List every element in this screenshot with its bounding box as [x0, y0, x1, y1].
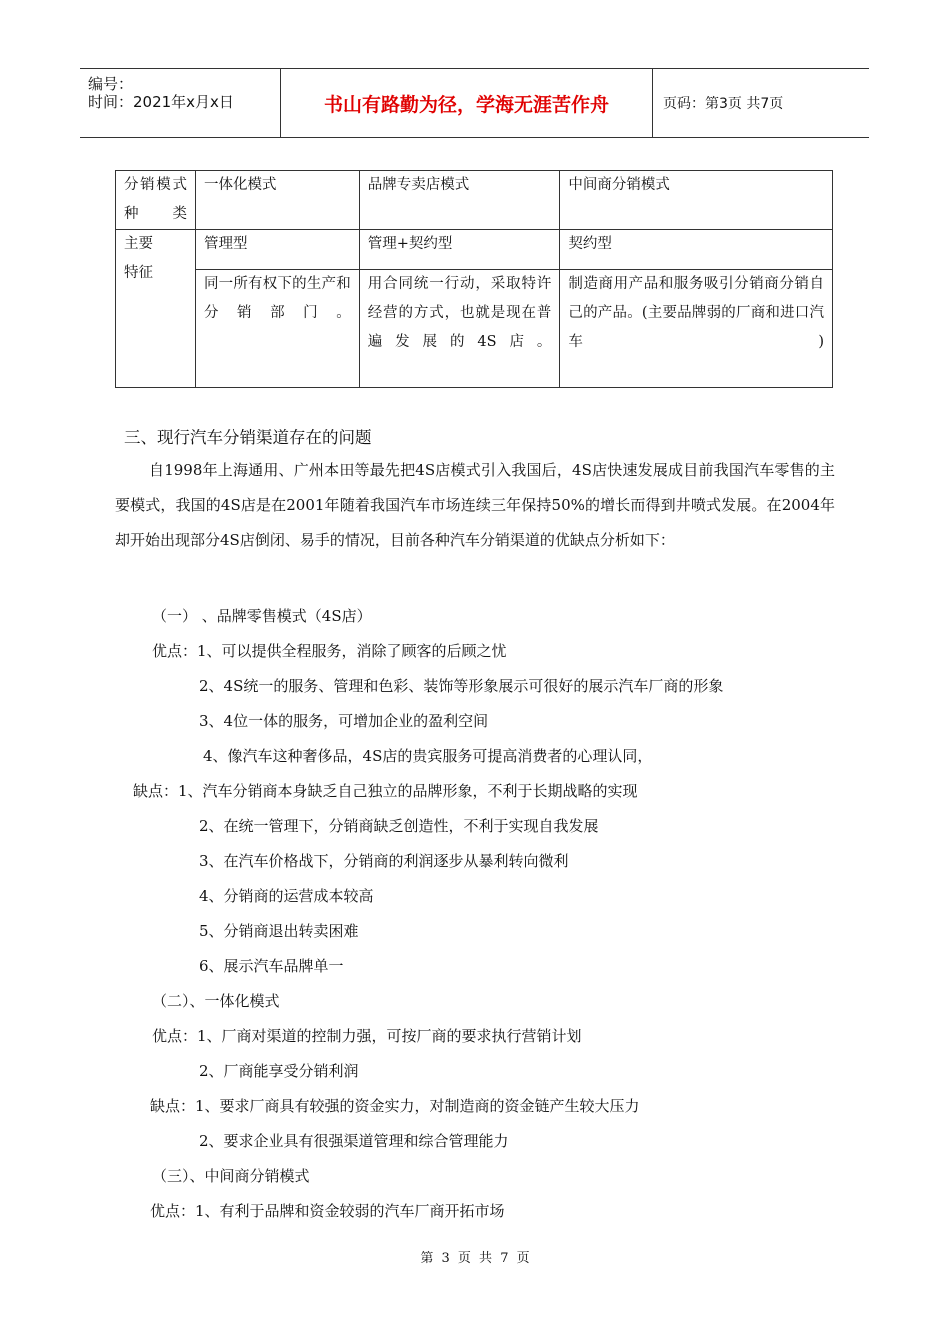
intro-paragraph: 自1998年上海通用、广州本田等最先把4S店模式引入我国后，4S店快速发展成目前我国汽车零售的主要模式，我国的4S店是在2001年随着我国汽车市场连续三年保持50%的增长而得到井喷式发展。在2004年却开始出现部分4S店倒闭、易手的情况，目前各种汽车分销渠道的优缺点分析如下： — [115, 461, 835, 549]
list-item: 2、在统一管理下，分销商缺乏创造性，不利于实现自我发展 — [199, 817, 599, 835]
list-item: 3、在汽车价格战下，分销商的利润逐步从暴利转向微利 — [199, 852, 569, 870]
table-row — [116, 270, 833, 388]
list-item: 5、分销商退出转卖困难 — [199, 922, 359, 940]
list-item: 缺点：1、汽车分销商本身缺乏自己独立的品牌形象，不利于长期战略的实现 — [133, 782, 638, 800]
table-header-row — [116, 171, 833, 230]
table-header-cell: 品牌专卖店模式 — [359, 171, 560, 230]
table-row — [116, 230, 833, 270]
table-header-cell: 一体化模式 — [195, 171, 359, 230]
page-footer: 第 3 页 共 7 页 — [420, 1251, 530, 1266]
list-item: 优点：1、可以提供全程服务，消除了顾客的后顾之忧 — [152, 642, 507, 660]
header-motto: 书山有路勤为径，学海无涯苦作舟 — [281, 69, 653, 137]
table-cell: 管理+契约型 — [359, 230, 560, 270]
header-page-info: 页码：第3页 共7页 — [663, 96, 784, 112]
table-cell: 契约型 — [560, 230, 833, 270]
number-label: 编号： — [88, 75, 134, 93]
table-cell: 同一所有权下的生产和分销部门。 — [195, 270, 359, 388]
row-label: 主要特征 — [116, 230, 196, 388]
list-item: 6、展示汽车品牌单一 — [199, 957, 344, 975]
list-item: 2、要求企业具有很强渠道管理和综合管理能力 — [199, 1132, 509, 1150]
list-item: 4、像汽车这种奢侈品，4S店的贵宾服务可提高消费者的心理认同， — [203, 747, 653, 765]
table-cell: 用合同统一行动，采取特许经营的方式，也就是现在普遍发展的4S店。 — [359, 270, 560, 388]
section-title: 三、现行汽车分销渠道存在的问题 — [124, 428, 372, 447]
header-meta — [80, 69, 281, 137]
subsection-title: （三）、中间商分销模式 — [152, 1167, 310, 1185]
page-header — [80, 68, 869, 138]
list-item: 优点：1、有利于品牌和资金较弱的汽车厂商开拓市场 — [150, 1202, 505, 1220]
subsection-title: （一） 、品牌零售模式（4S店） — [152, 607, 372, 625]
table-cell: 管理型 — [195, 230, 359, 270]
list-item: 4、分销商的运营成本较高 — [199, 887, 374, 905]
table-cell: 制造商用产品和服务吸引分销商分销自己的产品。(主要品牌弱的厂商和进口汽车) — [560, 270, 833, 388]
list-item: 优点：1、厂商对渠道的控制力强，可按厂商的要求执行营销计划 — [152, 1027, 582, 1045]
table-header-cell: 中间商分销模式 — [560, 171, 833, 230]
distribution-mode-table — [115, 170, 833, 388]
table-header-cell: 分销模式种类 — [116, 171, 196, 230]
subsection-title: （二）、一体化模式 — [152, 992, 280, 1010]
list-item: 2、厂商能享受分销利润 — [199, 1062, 359, 1080]
list-item: 缺点：1、要求厂商具有较强的资金实力，对制造商的资金链产生较大压力 — [150, 1097, 640, 1115]
list-item: 2、4S统一的服务、管理和色彩、装饰等形象展示可很好的展示汽车厂商的形象 — [199, 677, 724, 695]
list-item: 3、4位一体的服务，可增加企业的盈利空间 — [199, 712, 489, 730]
time-label: 时间：2021年x月x日 — [88, 93, 234, 111]
